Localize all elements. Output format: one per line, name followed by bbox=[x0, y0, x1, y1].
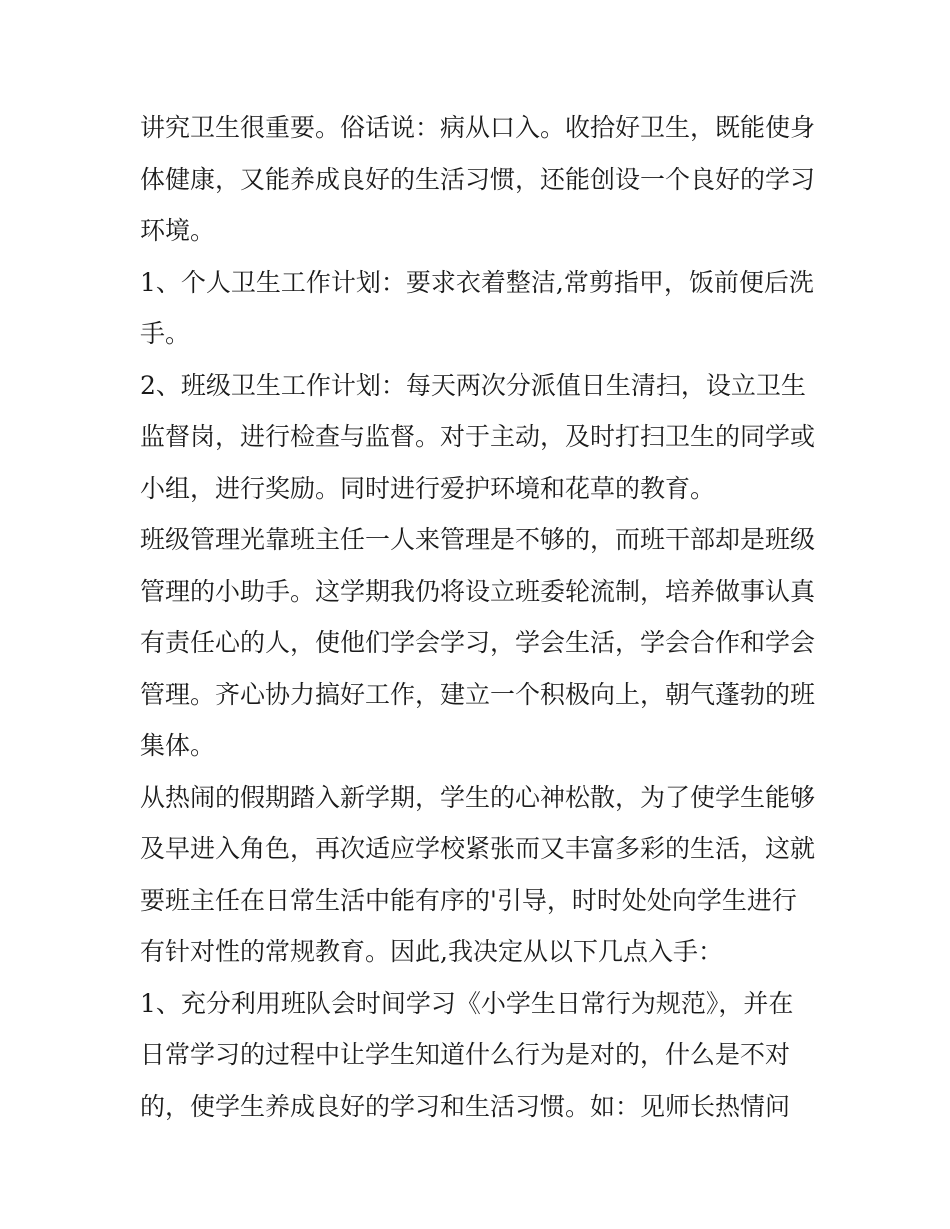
text-line: 的，使学生养成良好的学习和生活习惯。如：见师长热情问 bbox=[140, 1091, 791, 1121]
text-line: 班级管理光靠班主任一人来管理是不够的，而班干部却是班级 bbox=[140, 525, 816, 554]
text-line: 1、充分利用班队会时间学习《小学生日常行为规范》，并在 bbox=[140, 988, 794, 1018]
text-line: 2、班级卫生工作计划：每天两次分派值日生清扫，设立卫生 bbox=[140, 370, 806, 400]
text-line: 集体。 bbox=[140, 731, 216, 760]
text-line: 管理。齐心协力搞好工作，建立一个积极向上，朝气蓬勃的班 bbox=[140, 679, 816, 709]
text-line: 及早进入角色，再次适应学校紧张而又丰富多彩的生活，这就 bbox=[140, 834, 816, 863]
text-line: 管理的小助手。这学期我仍将设立班委轮流制，培养做事认真 bbox=[140, 576, 816, 606]
document-body bbox=[140, 102, 820, 1132]
text-line: 有责任心的人，使他们学会学习，学会生活，学会合作和学会 bbox=[140, 628, 816, 657]
text-line: 环境。 bbox=[140, 216, 216, 245]
text-line: 监督岗，进行检查与监督。对于主动，及时打扫卫生的同学或 bbox=[140, 422, 816, 451]
text-line: 体健康，又能养成良好的生活习惯，还能创设一个良好的学习 bbox=[140, 164, 816, 194]
text-line: 要班主任在日常生活中能有序的'引导，时时处处向学生进行 bbox=[140, 885, 797, 915]
text-line: 手。 bbox=[140, 319, 191, 348]
text-line: 小组，进行奖励。同时进行爱护环境和花草的教育。 bbox=[140, 473, 716, 503]
text-line: 有针对性的常规教育。因此,我决定从以下几点入手： bbox=[140, 937, 723, 966]
text-line: 讲究卫生很重要。俗话说：病从口入。收拾好卫生，既能使身 bbox=[140, 113, 816, 142]
text-line: 1、个人卫生工作计划：要求衣着整洁,常剪指甲，饭前便后洗 bbox=[140, 267, 814, 297]
text-line: 日常学习的过程中让学生知道什么行为是对的，什么是不对 bbox=[140, 1040, 791, 1069]
text-line: 从热闹的假期踏入新学期，学生的心神松散，为了使学生能够 bbox=[140, 782, 816, 812]
